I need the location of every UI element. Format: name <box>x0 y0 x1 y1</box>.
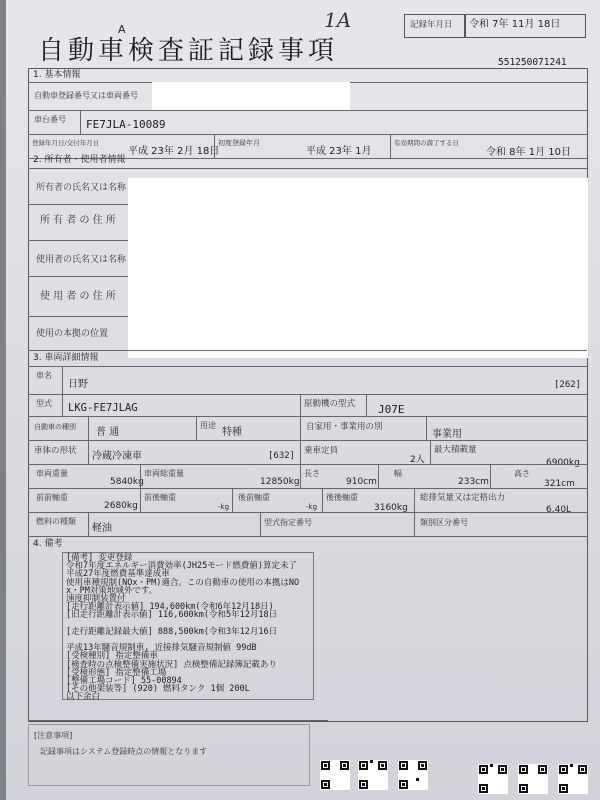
rear-front-axle-label: 後前軸重 <box>238 493 270 502</box>
front-rear-axle-value: -kg <box>218 503 230 511</box>
maker-label: 車名 <box>36 371 52 380</box>
max-load-label: 最大積載量 <box>434 445 477 455</box>
mark-a: A <box>118 23 126 36</box>
remarks-line: [走行距離計表示値] 194,600km(令和6年12月18日) <box>66 602 274 613</box>
first-reg-label: 初度登録年月 <box>218 139 260 147</box>
remarks-line: [受検形態] 指定整備工場 <box>66 667 167 678</box>
rear-rear-axle-value: 3160kg <box>374 503 408 513</box>
remarks-line: 平成13年騒音規制車, 近接排気騒音規制値 99dB <box>66 643 257 654</box>
notice-heading: [注意事項] <box>34 731 73 740</box>
document-page <box>6 0 600 800</box>
capacity-value: 2人 <box>410 455 425 465</box>
reg-date-value: 平成 23年 2月 18日 <box>128 146 220 157</box>
front-front-axle-label: 前前軸重 <box>36 493 68 502</box>
front-rear-axle-label: 前後軸重 <box>144 493 176 502</box>
record-date-value: 令和 7年 11月 18日 <box>469 19 561 30</box>
qr-code-6 <box>558 764 588 794</box>
height-label: 高さ <box>514 469 530 478</box>
remarks-line: [走行距離記録最大値] 888,500km(令和3年12月16日 <box>66 626 278 637</box>
remarks-line: [その他架装等] (920) 燃料タンク 1個 200L <box>66 684 250 695</box>
qr-code-4 <box>478 764 508 794</box>
section2-heading: 2. 所有者・使用者情報 <box>33 155 126 165</box>
qr-code-1 <box>320 760 350 790</box>
expiry-value: 令和 8年 1月 10日 <box>486 147 571 158</box>
vehicle-weight-label: 車両重量 <box>36 469 68 478</box>
length-label: 長さ <box>304 469 320 478</box>
owner-address-label: 所 有 者 の 住 所 <box>40 215 116 226</box>
width-label: 幅 <box>394 469 402 478</box>
reg-number-label: 自動車登録番号又は車両番号 <box>34 91 138 100</box>
remarks-line: [検査時の点検整備実施状況] 点検整備記録簿記載あり <box>66 659 277 670</box>
user-name-label: 使用者の氏名又は名称 <box>36 255 127 265</box>
section4-heading: 4. 備考 <box>33 539 63 549</box>
fuel-label: 燃料の種類 <box>36 517 76 526</box>
first-reg-value: 平成 23年 1月 <box>306 146 372 157</box>
redacted-reg-number <box>152 82 350 110</box>
owner-name-label: 所有者の氏名又は名称 <box>36 183 127 193</box>
expiry-label: 有効期間の満了する日 <box>394 139 459 147</box>
kind-label: 自動車の種別 <box>34 423 76 431</box>
rear-front-axle-value: -kg <box>306 503 318 511</box>
body-label: 車体の形状 <box>34 446 77 456</box>
model-value: LKG-FE7JLAG <box>68 402 138 414</box>
type-number-label: 型式指定番号 <box>264 518 312 527</box>
chassis-value: FE7JLA-10089 <box>86 118 166 131</box>
model-label: 型式 <box>36 399 52 408</box>
qr-code-5 <box>518 764 548 794</box>
gross-weight-value: 12850kg <box>260 477 300 487</box>
notice-text: 記録事項はシステム登録時点の情報となります <box>40 747 208 756</box>
width-value: 233cm <box>458 477 489 487</box>
capacity-label: 乗車定員 <box>304 446 339 456</box>
rear-rear-axle-label: 後後軸重 <box>326 493 358 502</box>
maker-value: 日野 <box>68 379 88 390</box>
maker-code: [262] <box>554 380 582 390</box>
remarks-line: [受検種別] 指定整備車 <box>66 651 158 662</box>
height-value: 321cm <box>544 479 575 489</box>
class-number-label: 類別区分番号 <box>420 518 468 527</box>
body-code: [632] <box>268 451 296 461</box>
gross-weight-label: 車両総重量 <box>144 469 184 478</box>
body-value: 冷蔵冷凍車 <box>92 451 142 462</box>
use-label: 用途 <box>200 421 216 430</box>
remarks-line: x・PM対策地域外です。 <box>66 585 158 596</box>
remarks-line: [備考] 変更登録 <box>66 553 133 563</box>
private-business-label: 自家用・事業用の別 <box>306 422 383 432</box>
handwritten-note: 1A <box>324 8 352 32</box>
record-date-label: 記録年月日 <box>410 20 453 30</box>
remarks-line: [旧走行距離計表示値] 116,600km(令和5年12月18日 <box>66 610 278 621</box>
remarks-line: 平成27年度燃費基準達成車 <box>66 569 170 580</box>
private-business-value: 事業用 <box>432 429 462 440</box>
vehicle-weight-value: 5840kg <box>110 477 144 487</box>
remarks-line: 使用車種規制(NOx・PM)適合。この自動車の使用の本拠はNO <box>66 577 300 588</box>
redacted-owner-info <box>128 178 588 358</box>
chassis-label: 車台番号 <box>34 115 66 124</box>
use-value: 特種 <box>222 427 242 438</box>
document-number: 551250071241 <box>498 57 567 68</box>
qr-code-3 <box>398 760 428 790</box>
length-value: 910cm <box>346 477 377 487</box>
user-address-label: 使 用 者 の 住 所 <box>40 291 116 302</box>
base-location-label: 使用の本拠の位置 <box>36 329 109 339</box>
section1-heading: 1. 基本情報 <box>33 70 81 80</box>
remarks-line: [整備工場コード] 55-00894 <box>66 676 182 686</box>
max-load-value: 6900kg <box>546 458 580 468</box>
section3-heading: 3. 車両詳細情報 <box>33 353 99 363</box>
engine-label: 原動機の型式 <box>304 399 356 409</box>
remarks-line: 速度抑制装置付 <box>66 594 126 604</box>
reg-date-label: 登録年月日/交付年月日 <box>32 139 100 147</box>
remarks-line: 以下余白 <box>66 692 101 703</box>
displacement-label: 総排気量又は定格出力 <box>420 493 506 503</box>
remarks-line: 令和7年度エネルギー消費効率(JH25モード燃費値)算定未了 <box>66 561 297 572</box>
fuel-value: 軽油 <box>92 523 112 534</box>
kind-value: 普 通 <box>96 427 120 438</box>
front-front-axle-value: 2680kg <box>104 501 138 511</box>
displacement-value: 6.40L <box>546 505 572 515</box>
engine-value: J07E <box>378 403 405 416</box>
document-title: 自動車検査証記録事項 <box>38 36 339 66</box>
qr-code-2 <box>358 760 388 790</box>
